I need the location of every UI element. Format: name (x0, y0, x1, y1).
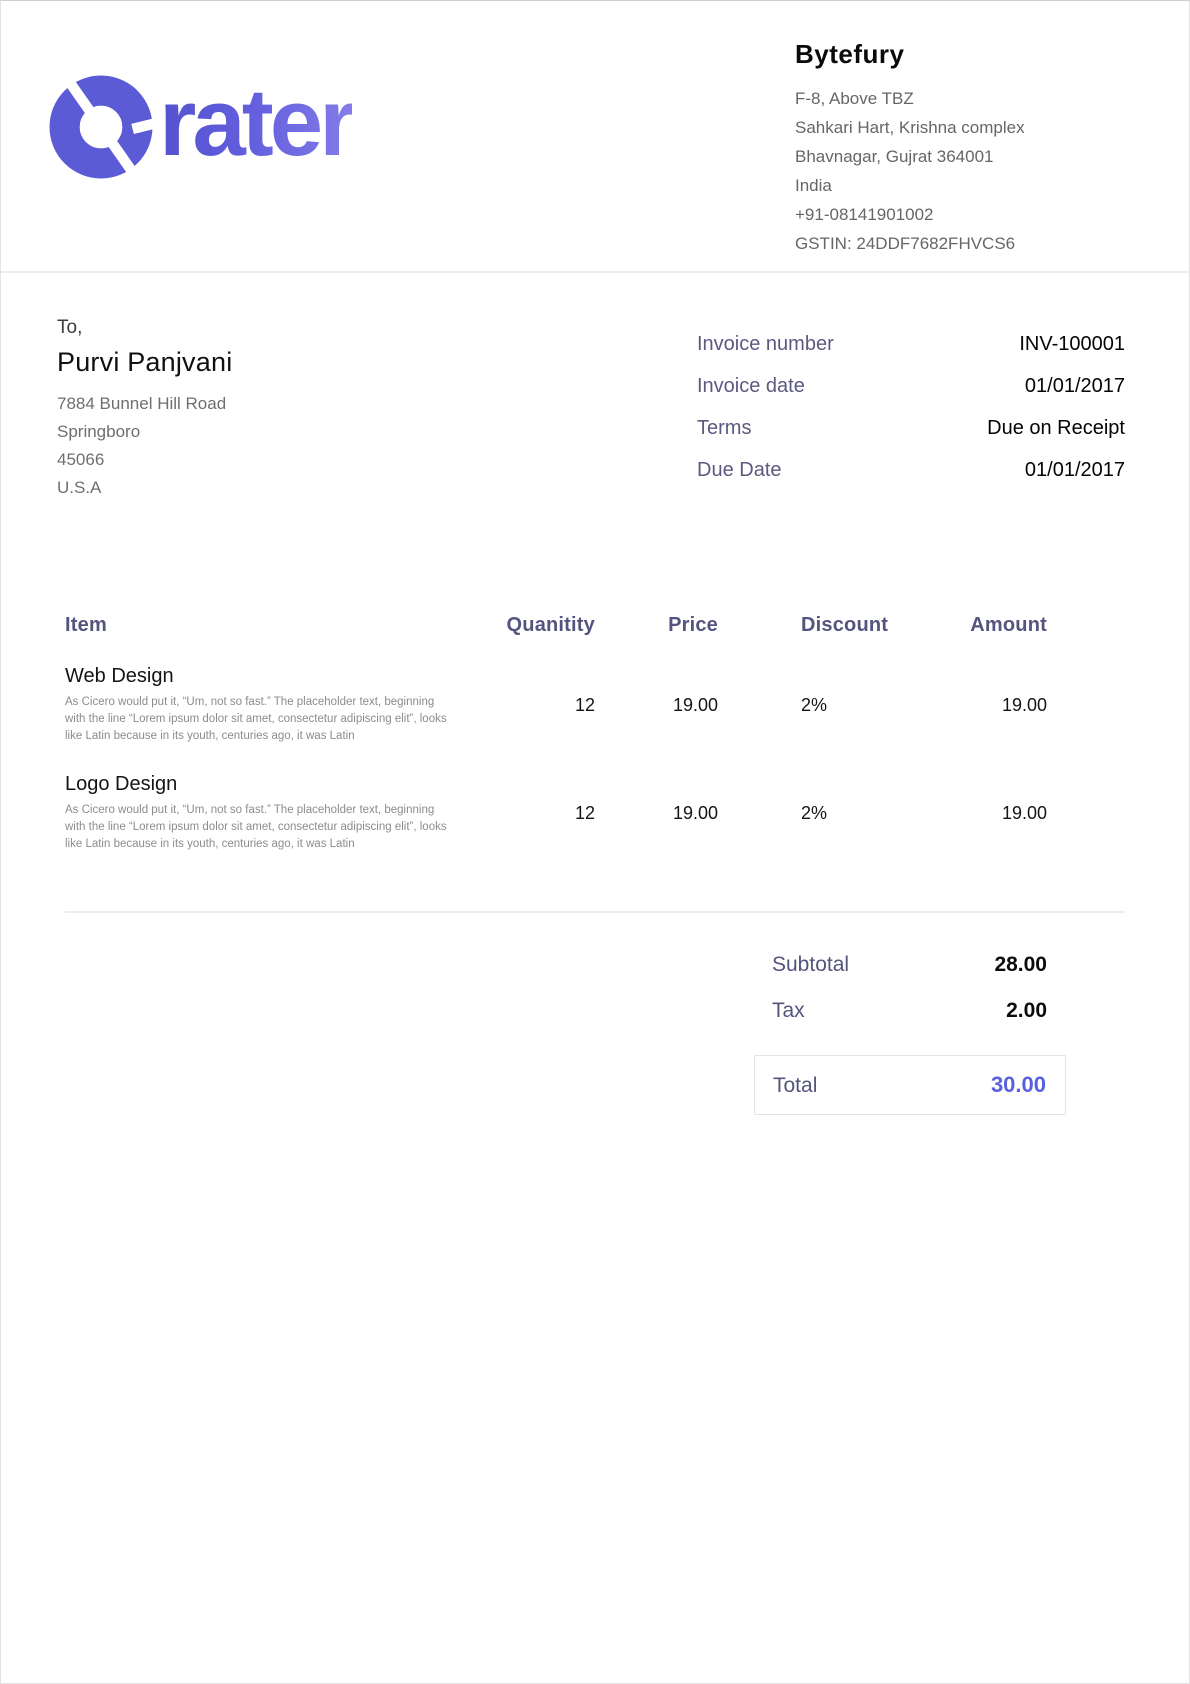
subtotal-label: Subtotal (772, 953, 850, 976)
item-amount: 19.00 (1001, 803, 1047, 823)
item-description: As Cicero would put it, “Um, not so fast.” The placeholder text, beginning with the line “Lorem ipsum dolor sit amet, consectetur adipiscing elit”, looks like Latin because in its youth, centuries ago, it was Latin (65, 804, 447, 850)
column-header-amount: Amount (970, 614, 1047, 636)
invoice-date-value: 01/01/2017 (1024, 375, 1125, 397)
billing-section (1, 273, 1189, 502)
meta-row-due-date (697, 459, 1125, 488)
crater-logo-c-icon (49, 75, 153, 179)
item-cell (65, 773, 455, 853)
items-table-header (65, 614, 1125, 637)
table-row (65, 773, 1125, 853)
crater-logo (49, 69, 353, 179)
to-label: To, (57, 317, 83, 338)
customer-address-line: U.S.A (57, 478, 102, 497)
customer-address-line: 45066 (57, 450, 105, 469)
invoice-meta (697, 333, 1125, 502)
company-address-line: F-8, Above TBZ (795, 89, 914, 108)
logo-wordmark: rater (159, 69, 353, 176)
item-price: 19.00 (672, 803, 718, 823)
customer-name: Purvi Panjvani (57, 347, 233, 377)
customer-address-line: Springboro (57, 422, 141, 441)
subtotal-value: 28.00 (994, 953, 1047, 976)
items-table (1, 614, 1189, 853)
tax-label: Tax (772, 999, 805, 1022)
meta-row-invoice-date (697, 375, 1125, 404)
item-quantity: 12 (574, 695, 595, 715)
invoice-number-label: Invoice number (697, 333, 834, 355)
invoice-number-value: INV-100001 (1019, 333, 1125, 355)
company-address-line: Bhavnagar, Gujrat 364001 (795, 147, 994, 166)
item-discount: 2% (801, 803, 828, 823)
company-phone: +91-08141901002 (795, 205, 934, 224)
column-header-price: Price (668, 614, 718, 636)
item-cell (65, 665, 455, 745)
item-name: Logo Design (65, 773, 178, 795)
terms-value: Due on Receipt (987, 417, 1125, 439)
company-address-line: India (795, 176, 832, 195)
meta-row-invoice-number (697, 333, 1125, 362)
terms-label: Terms (697, 417, 752, 439)
item-quantity: 12 (574, 803, 595, 823)
invoice-date-label: Invoice date (697, 375, 805, 397)
column-header-item: Item (65, 614, 107, 636)
company-info (795, 39, 1125, 258)
column-header-discount: Discount (801, 614, 889, 636)
column-header-quantity: Quanitity (506, 614, 595, 636)
table-row (65, 665, 1125, 745)
due-date-value: 01/01/2017 (1024, 459, 1125, 481)
grand-total-box (754, 1055, 1066, 1115)
subtotal-row (754, 953, 1066, 977)
tax-row (754, 999, 1066, 1023)
customer-address-line: 7884 Bunnel Hill Road (57, 394, 227, 413)
tax-value: 2.00 (1006, 999, 1047, 1022)
company-address-line: Sahkari Hart, Krishna complex (795, 118, 1025, 137)
total-label: Total (773, 1074, 818, 1097)
company-name: Bytefury (795, 39, 905, 69)
totals-block (754, 953, 1066, 1115)
totals-divider (65, 911, 1125, 913)
total-value: 30.00 (990, 1072, 1046, 1097)
invoice-header (1, 1, 1189, 273)
bill-to-block (57, 317, 232, 502)
company-gstin: GSTIN: 24DDF7682FHVCS6 (795, 234, 1016, 253)
item-price: 19.00 (672, 695, 718, 715)
due-date-label: Due Date (697, 459, 782, 481)
item-amount: 19.00 (1001, 695, 1047, 715)
item-name: Web Design (65, 665, 174, 687)
item-discount: 2% (801, 695, 828, 715)
meta-row-terms (697, 417, 1125, 446)
item-description: As Cicero would put it, “Um, not so fast.” The placeholder text, beginning with the line “Lorem ipsum dolor sit amet, consectetur adipiscing elit”, looks like Latin because in its youth, centuries ago, it was Latin (65, 696, 447, 742)
